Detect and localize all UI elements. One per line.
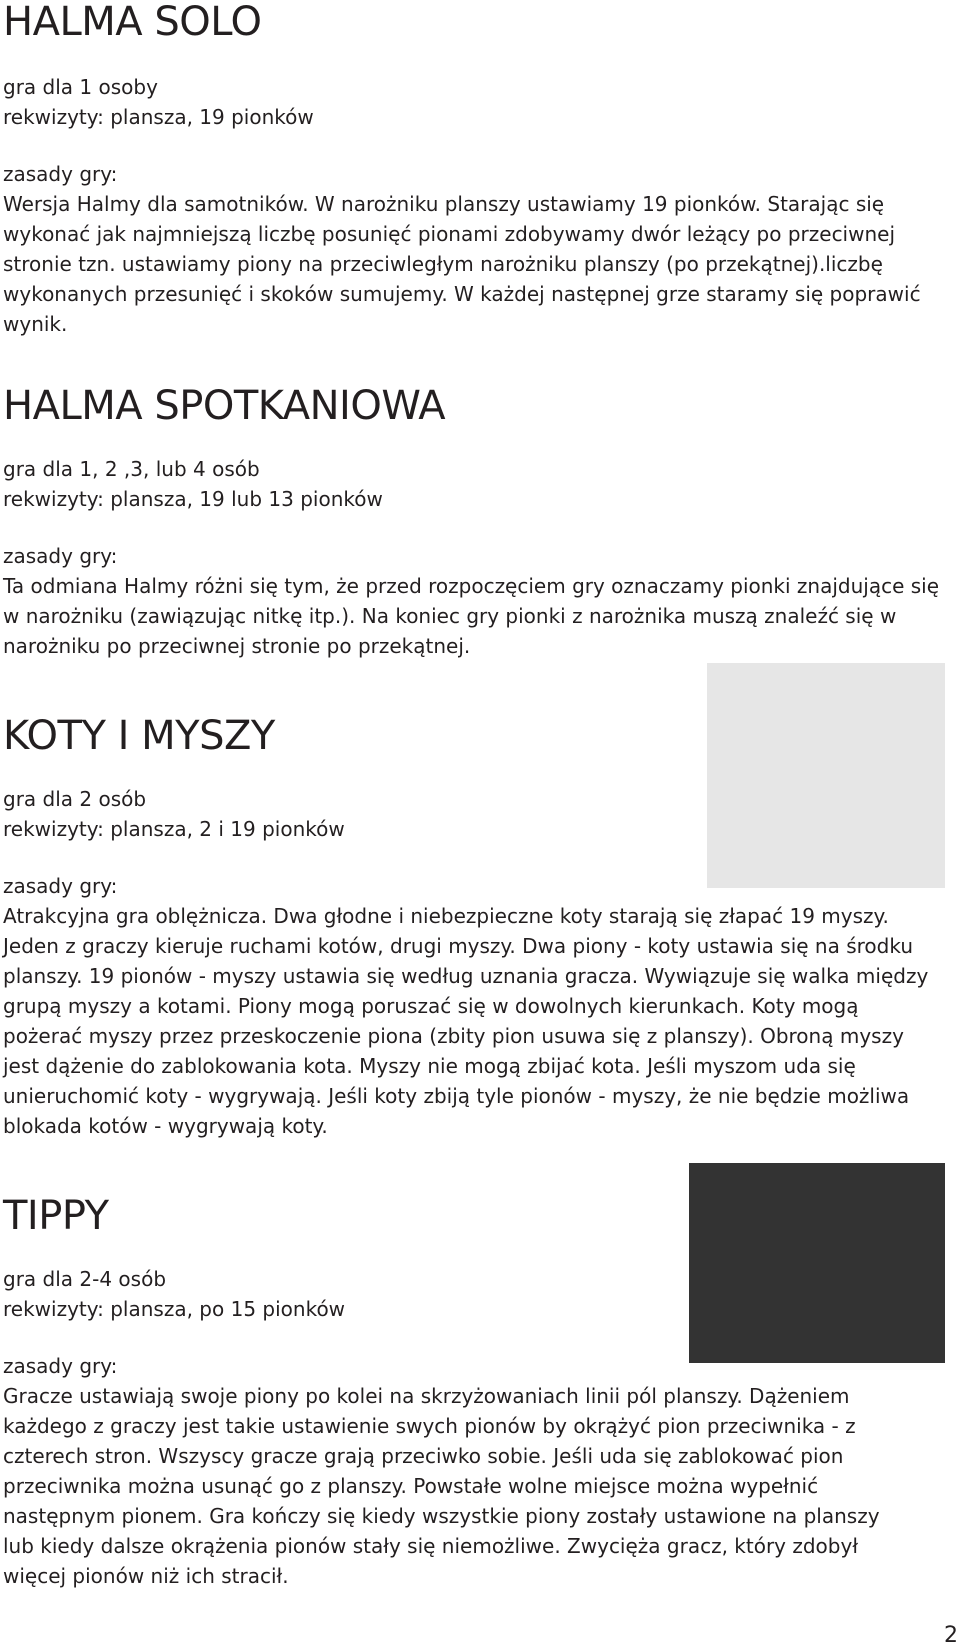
players-line: gra dla 1, 2 ,3, lub 4 osób [3,457,260,481]
props-line: rekwizyty: plansza, 2 i 19 pionków [3,817,345,841]
rules-label: zasady gry: [3,544,118,568]
image-placeholder-gray [707,663,945,888]
players-line: gra dla 2 osób [3,787,147,811]
page-number: 2 [944,1623,958,1648]
rules-label: zasady gry: [3,1354,118,1378]
rules-text: Atrakcyjna gra oblężnicza. Dwa głodne i niebezpieczne koty starają się złapać 19 myszy. Jeden z graczy kieruje ruchami kotów, drugi myszy. Dwa piony - koty ustawia się na środku planszy. 19 pionów - myszy ustawia się według uznania gracza. Wywiązuje się walka między grupą myszy a kotami. Piony mogą poruszać się w dowolnych kierunkach. Koty mogą pożerać myszy przez przeskoczenie piona (zbity pion usuwa się z planszy). Obroną myszy jest dążenie do zablokowania kota. Myszy nie mogą zbijać kota. Jeśli myszom uda się unieruchomić koty - wygrywają. Jeśli koty zbiją tyle pionów - myszy, że nie będzie możliwa blokada kotów - wygrywają koty. [3,904,929,1138]
props-line: rekwizyty: plansza, 19 pionków [3,105,314,129]
rules-text: Ta odmiana Halmy różni się tym, że przed rozpoczęciem gry oznaczamy pionki znajdujące się w narożniku (zawiązując nitkę itp.). Na koniec gry pionki z narożnika muszą znaleźć się w narożniku po przeciwnej stronie po przekątnej. [3,574,940,658]
rules-label: zasady gry: [3,162,118,186]
rules-text: Gracze ustawiają swoje piony po kolei na skrzyżowaniach linii pól planszy. Dążeniem każdego z graczy jest takie ustawienie swych pionów by okrążyć pion przeciwnika - z czterech stron. Wszyscy gracze grają przeciwko sobie. Jeśli uda się zablokować pion przeciwnika można usunąć go z planszy. Powstałe wolne miejsce można wypełnić następnym pionem. Gra kończy się kiedy wszystkie piony zostały ustawione na planszy lub kiedy dalsze okrążenia pionów stały się niemożliwe. Zwycięża gracz, który zdobył więcej pionów niż ich stracił. [3,1384,880,1588]
props-line: rekwizyty: plansza, 19 lub 13 pionków [3,487,383,511]
players-line: gra dla 1 osoby [3,75,158,99]
section-title: HALMA SOLO [3,0,262,45]
props-line: rekwizyty: plansza, po 15 pionków [3,1297,346,1321]
section-title: TIPPY [3,1193,109,1239]
image-placeholder-dark [689,1163,945,1363]
section-title: HALMA SPOTKANIOWA [3,383,446,429]
section-halma-spotkaniowa [3,384,943,661]
section-title: KOTY I MYSZY [3,713,275,759]
section-halma-solo [3,0,943,339]
players-line: gra dla 2-4 osób [3,1267,167,1291]
rules-label: zasady gry: [3,874,118,898]
rules-text: Wersja Halmy dla samotników. W narożniku planszy ustawiamy 19 pionków. Starając się wykonać jak najmniejszą liczbę posunięć pionami zdobywamy dwór leżący po przeciwnej stronie tzn. ustawiamy piony na przeciwległym narożniku planszy (po przekątnej).liczbę wykonanych przesunięć i skoków sumujemy. W każdej następnej grze staramy się poprawić wynik. [3,192,921,336]
